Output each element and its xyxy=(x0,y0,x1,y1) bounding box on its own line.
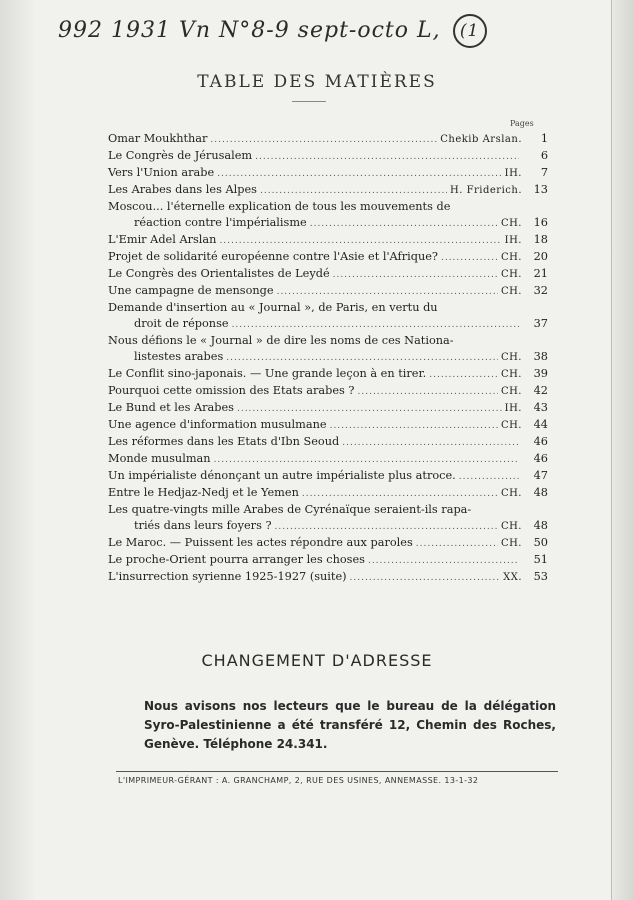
toc-entry-page: 21 xyxy=(533,267,548,280)
toc-entry-page: 46 xyxy=(533,435,548,448)
page-gutter xyxy=(0,0,34,900)
title-divider xyxy=(292,101,326,102)
toc-entry-continuation xyxy=(108,215,548,232)
toc-entry-page: 48 xyxy=(533,486,548,499)
toc-entry xyxy=(108,148,548,165)
toc-leader-dots xyxy=(237,401,502,417)
page-title: TABLE DES MATIÈRES xyxy=(197,72,437,92)
toc-entry-page: 44 xyxy=(533,418,548,431)
toc-leader-dots xyxy=(310,216,498,232)
toc-entry-title: Le proche-Orient pourra arranger les choses xyxy=(108,553,365,566)
toc-entry-author: XX. xyxy=(503,572,522,583)
toc-entry-author: IH. xyxy=(504,168,522,179)
toc-leader-dots xyxy=(350,570,501,586)
printer-divider xyxy=(116,771,558,772)
toc-entry-page: 16 xyxy=(533,216,548,229)
toc-leader-dots xyxy=(260,183,447,199)
toc-entry xyxy=(108,417,548,434)
toc-entry-page: 39 xyxy=(533,367,548,380)
toc-leader-dots xyxy=(358,384,498,400)
toc-entry xyxy=(108,283,548,300)
toc-leader-dots xyxy=(210,132,437,148)
toc-entry-author: CH. xyxy=(500,352,522,363)
toc-entry-page: 18 xyxy=(533,233,548,246)
toc-entry-page: 1 xyxy=(540,132,548,145)
toc-entry-author: CH. xyxy=(500,369,522,380)
handwritten-note xyxy=(58,14,487,48)
toc-leader-dots xyxy=(219,233,501,249)
toc-leader-dots xyxy=(333,267,498,283)
toc-entry-title: Nous défions le « Journal » de dire les noms de ces Nationa- xyxy=(108,334,454,347)
toc-leader-dots xyxy=(429,367,498,383)
toc-entry-page: 7 xyxy=(540,166,548,179)
toc-entry-title: Le Bund et les Arabes xyxy=(108,401,234,414)
toc-leader-dots xyxy=(226,350,498,366)
toc-entry xyxy=(108,249,548,266)
toc-entry-title: Omar Moukhthar xyxy=(108,132,208,145)
toc-entry xyxy=(108,434,548,451)
toc-entry-page: 32 xyxy=(533,284,548,297)
toc-entry xyxy=(108,451,548,468)
toc-entry-author: CH. xyxy=(500,488,522,499)
toc-leader-dots xyxy=(342,435,519,451)
toc-entry-author: CH. xyxy=(500,521,522,532)
toc-entry xyxy=(108,400,548,417)
toc-entry xyxy=(108,131,548,148)
toc-entry-title: Monde musulman xyxy=(108,452,211,465)
toc-leader-dots xyxy=(459,469,519,485)
toc-entry-title: Projet de solidarité européenne contre l'Asie et l'Afrique? xyxy=(108,250,438,263)
table-of-contents xyxy=(108,131,548,586)
toc-entry-title: Les quatre-vingts mille Arabes de Cyrénaïque seraient-ils rapa- xyxy=(108,503,472,516)
toc-entry-author: CH. xyxy=(500,386,522,397)
toc-entry-title: Les réformes dans les Etats d'Ibn Seoud xyxy=(108,435,340,448)
change-of-address-title: CHANGEMENT D'ADRESSE xyxy=(201,651,433,670)
toc-leader-dots xyxy=(416,536,498,552)
toc-leader-dots xyxy=(275,519,498,535)
toc-entry-title: Vers l'Union arabe xyxy=(108,166,215,179)
toc-entry-author: H. Friderich. xyxy=(449,185,522,196)
toc-entry-title: Le Conflit sino-japonais. — Une grande leçon à en tirer. xyxy=(108,367,427,380)
toc-entry-page: 37 xyxy=(533,317,548,330)
toc-entry-page: 46 xyxy=(533,452,548,465)
toc-entry-author: CH. xyxy=(500,538,522,549)
toc-entry-page: 47 xyxy=(533,469,548,482)
printer-imprint: L'IMPRIMEUR-GÉRANT : A. GRANCHAMP, 2, RUE DES USINES, ANNEMASSE. 13-1-32 xyxy=(118,776,479,785)
toc-entry xyxy=(108,569,548,586)
toc-entry xyxy=(108,485,548,502)
toc-entry xyxy=(108,165,548,182)
pages-column-header: Pages xyxy=(510,119,534,128)
toc-leader-dots xyxy=(302,486,498,502)
toc-entry-page: 50 xyxy=(533,536,548,549)
handwritten-note-text: 992 1931 Vn N°8-9 sept-octo L, xyxy=(58,18,441,43)
toc-entry xyxy=(108,502,548,518)
toc-entry xyxy=(108,182,548,199)
toc-entry-continuation xyxy=(108,316,548,333)
page-edge xyxy=(611,0,634,900)
toc-entry xyxy=(108,199,548,215)
toc-entry-page: 51 xyxy=(533,553,548,566)
toc-entry-author: CH. xyxy=(500,420,522,431)
toc-entry-title: Une agence d'information musulmane xyxy=(108,418,327,431)
toc-entry-continuation xyxy=(108,518,548,535)
toc-entry-author: CH. xyxy=(500,269,522,280)
toc-entry-page: 53 xyxy=(533,570,548,583)
toc-entry xyxy=(108,333,548,349)
toc-entry xyxy=(108,300,548,316)
handwritten-circled-number: (1 xyxy=(453,14,487,48)
toc-entry xyxy=(108,232,548,249)
toc-entry xyxy=(108,468,548,485)
toc-leader-dots xyxy=(277,284,498,300)
toc-entry-title: Le Maroc. — Puissent les actes répondre aux paroles xyxy=(108,536,413,549)
toc-entry-title: Demande d'insertion au « Journal », de Paris, en vertu du xyxy=(108,301,438,314)
toc-entry-page: 6 xyxy=(540,149,548,162)
toc-entry-page: 48 xyxy=(533,519,548,532)
toc-leader-dots xyxy=(232,317,519,333)
toc-entry-page: 20 xyxy=(533,250,548,263)
change-of-address-notice: Nous avisons nos lecteurs que le bureau de la délégation Syro-Palestinienne a été transféré 12, Chemin des Roches, Genève. Téléphone 24.341. xyxy=(144,699,556,751)
toc-leader-dots xyxy=(255,149,519,165)
toc-entry-title: Le Congrès des Orientalistes de Leydé xyxy=(108,267,330,280)
toc-leader-dots xyxy=(330,418,498,434)
toc-entry-page: 13 xyxy=(533,183,548,196)
toc-entry-title: Le Congrès de Jérusalem xyxy=(108,149,253,162)
toc-entry-author: CH. xyxy=(500,252,522,263)
toc-leader-dots xyxy=(441,250,498,266)
toc-entry xyxy=(108,535,548,552)
toc-entry-title-continuation: listestes arabes xyxy=(134,350,224,363)
toc-entry-author: CH. xyxy=(500,218,522,229)
toc-leader-dots xyxy=(217,166,501,182)
toc-entry-title-continuation: droit de réponse xyxy=(134,317,229,330)
toc-entry-author: IH. xyxy=(504,235,522,246)
toc-entry xyxy=(108,266,548,283)
toc-entry-author: IH. xyxy=(504,403,522,414)
toc-entry xyxy=(108,366,548,383)
toc-entry-title: Un impérialiste dénonçant un autre impérialiste plus atroce. xyxy=(108,469,456,482)
toc-entry-title: L'insurrection syrienne 1925-1927 (suite) xyxy=(108,570,347,583)
toc-leader-dots xyxy=(368,553,519,569)
toc-leader-dots xyxy=(214,452,519,468)
toc-entry-title: L'Emir Adel Arslan xyxy=(108,233,217,246)
toc-entry-author: Chekib Arslan. xyxy=(440,134,522,145)
toc-entry-title: Moscou... l'éternelle explication de tous les mouvements de xyxy=(108,200,451,213)
toc-entry-title-continuation: réaction contre l'impérialisme xyxy=(134,216,307,229)
toc-entry-title: Les Arabes dans les Alpes xyxy=(108,183,257,196)
toc-entry-title: Une campagne de mensonge xyxy=(108,284,274,297)
toc-entry-title: Pourquoi cette omission des Etats arabes ? xyxy=(108,384,355,397)
toc-entry-author: CH. xyxy=(500,286,522,297)
toc-entry xyxy=(108,383,548,400)
toc-entry-continuation xyxy=(108,349,548,366)
toc-entry-title: Entre le Hedjaz-Nedj et le Yemen xyxy=(108,486,299,499)
toc-entry-title-continuation: triés dans leurs foyers ? xyxy=(134,519,272,532)
toc-entry-page: 42 xyxy=(533,384,548,397)
toc-entry-page: 43 xyxy=(533,401,548,414)
toc-entry-page: 38 xyxy=(533,350,548,363)
toc-entry xyxy=(108,552,548,569)
